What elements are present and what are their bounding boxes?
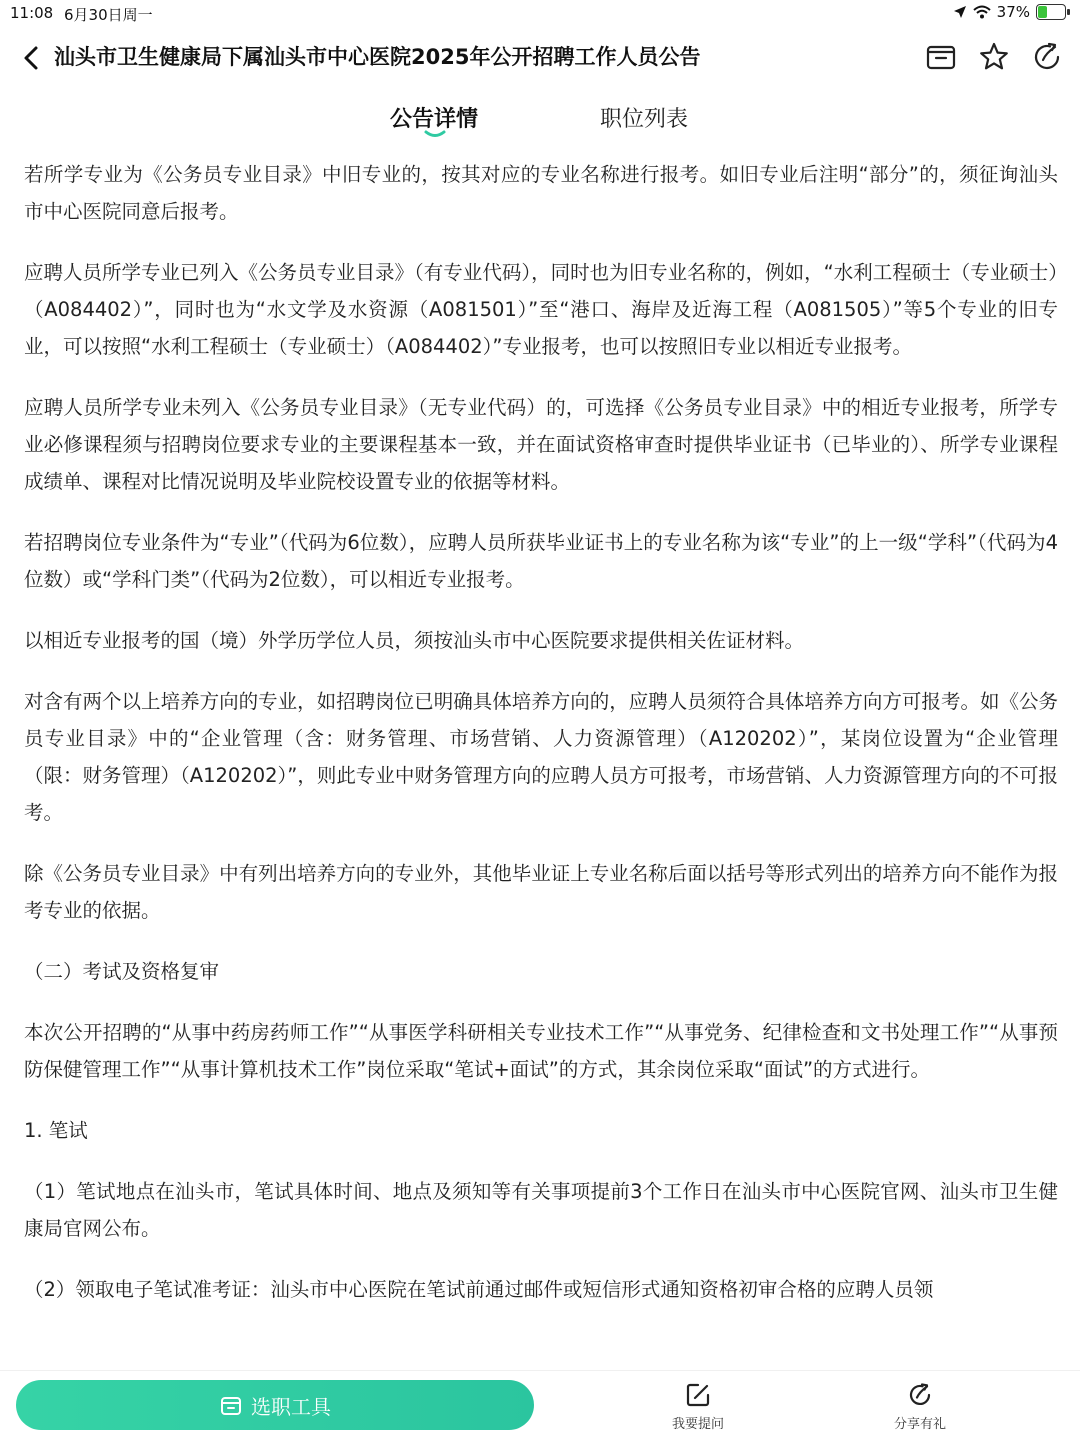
star-icon[interactable] [977, 40, 1011, 74]
section-heading: （二）考试及资格复审 [24, 960, 220, 983]
content-paragraph: 对含有两个以上培养方向的专业，如招聘岗位已明确具体培养方向的，应聘人员须符合具体培养方向方可报考。如《公务员专业目录》中的“企业管理（含：财务管理、市场营销、人力资源管理）（A120202）”，某岗位设置为“企业管理（限：财务管理）（A120202）”，则此专业中财务管理方向的应聘人员方可报考，市场营销、人力资源管理方向的不可报考。 [24, 690, 1058, 824]
content-paragraph: 应聘人员所学专业未列入《公务员专业目录》（无专业代码）的，可选择《公务员专业目录》中的相近专业报考，所学专业必修课程须与招聘岗位要求专业的主要课程基本一致，并在面试资格审查时提供毕业证书（已毕业的）、所学专业课程成绩单、课程对比情况说明及毕业院校设置专业的依据等材料。 [24, 396, 1058, 493]
status-bar [0, 0, 1080, 28]
content-paragraph: 以相近专业报考的国（境）外学历学位人员，须按汕头市中心医院要求提供相关佐证材料。 [24, 629, 805, 652]
content-paragraph: 若所学专业为《公务员专业目录》中旧专业的，按其对应的专业名称进行报考。如旧专业后注明“部分”的，须征询汕头市中心医院同意后报考。 [24, 163, 1058, 223]
select-tool-button[interactable] [16, 1380, 534, 1430]
content-paragraph: （1）笔试地点在汕头市，笔试具体时间、地点及须知等有关事项提前3个工作日在汕头市中心医院官网、汕头市卫生健康局官网公布。 [24, 1180, 1058, 1240]
page-title: 汕头市卫生健康局下属汕头市中心医院2025年公开招聘工作人员公告 [54, 45, 701, 69]
edit-icon [684, 1381, 712, 1409]
subsection-heading: 1. 笔试 [24, 1119, 88, 1142]
share-gift-label: 分享有礼 [893, 1417, 946, 1432]
content-paragraph: 本次公开招聘的“从事中药房药师工作”“从事医学科研相关专业技术工作”“从事党务、纪律检查和文书处理工作”“从事预防保健管理工作”“从事计算机技术工作”岗位采取“笔试+面试”的方式，其余岗位采取“面试”的方式进行。 [24, 1021, 1058, 1081]
content-paragraph: （2）领取电子笔试准考证：汕头市中心医院在笔试前通过邮件或短信形式通知资格初审合格的应聘人员领 [24, 1278, 934, 1301]
ask-question-button[interactable] [638, 1377, 758, 1432]
location-icon [953, 5, 967, 19]
back-icon[interactable] [18, 42, 46, 74]
briefcase-icon [219, 1393, 243, 1417]
tab-announcement-detail[interactable]: 公告详情 [390, 107, 479, 132]
announcement-content[interactable] [24, 156, 1058, 1374]
share-gift-icon [906, 1381, 934, 1409]
content-paragraph: 若招聘岗位专业条件为“专业”（代码为6位数），应聘人员所获毕业证书上的专业名称为该“专业”的上一级“学科”（代码为4位数）或“学科门类”（代码为2位数），可以相近专业报考。 [24, 531, 1058, 591]
content-paragraph: 除《公务员专业目录》中有列出培养方向的专业外，其他毕业证上专业名称后面以括号等形式列出的培养方向不能作为报考专业的依据。 [24, 862, 1058, 922]
ask-question-label: 我要提问 [671, 1417, 724, 1432]
share-gift-button[interactable] [860, 1377, 980, 1432]
status-right [953, 3, 1066, 21]
tab-active-indicator [424, 130, 446, 138]
nav-bar [0, 30, 1080, 86]
battery-percent: 37% [996, 3, 1030, 21]
bottom-bar [0, 1370, 1080, 1441]
share-icon[interactable] [1030, 40, 1064, 74]
tab-bar [0, 94, 1080, 144]
content-paragraph: 应聘人员所学专业已列入《公务员专业目录》（有专业代码），同时也为旧专业名称的，例如，“水利工程硕士（专业硕士）（A084402）”，同时也为“水文学及水资源（A081501）”至“港口、海岸及近海工程（A081505）”等5个专业的旧专业，可以按照“水利工程硕士（专业硕士）（A084402）”专业报考，也可以按照旧专业以相近专业报考。 [24, 261, 1058, 358]
battery-icon [1036, 4, 1066, 20]
status-date: 6月30日周一 [64, 6, 153, 24]
battery-fill [1038, 6, 1047, 18]
select-tool-label: 选职工具 [251, 1394, 331, 1419]
wifi-icon [973, 5, 991, 19]
status-time: 11:08 [10, 4, 54, 22]
folder-icon[interactable] [924, 40, 958, 74]
tab-position-list[interactable]: 职位列表 [600, 107, 689, 132]
